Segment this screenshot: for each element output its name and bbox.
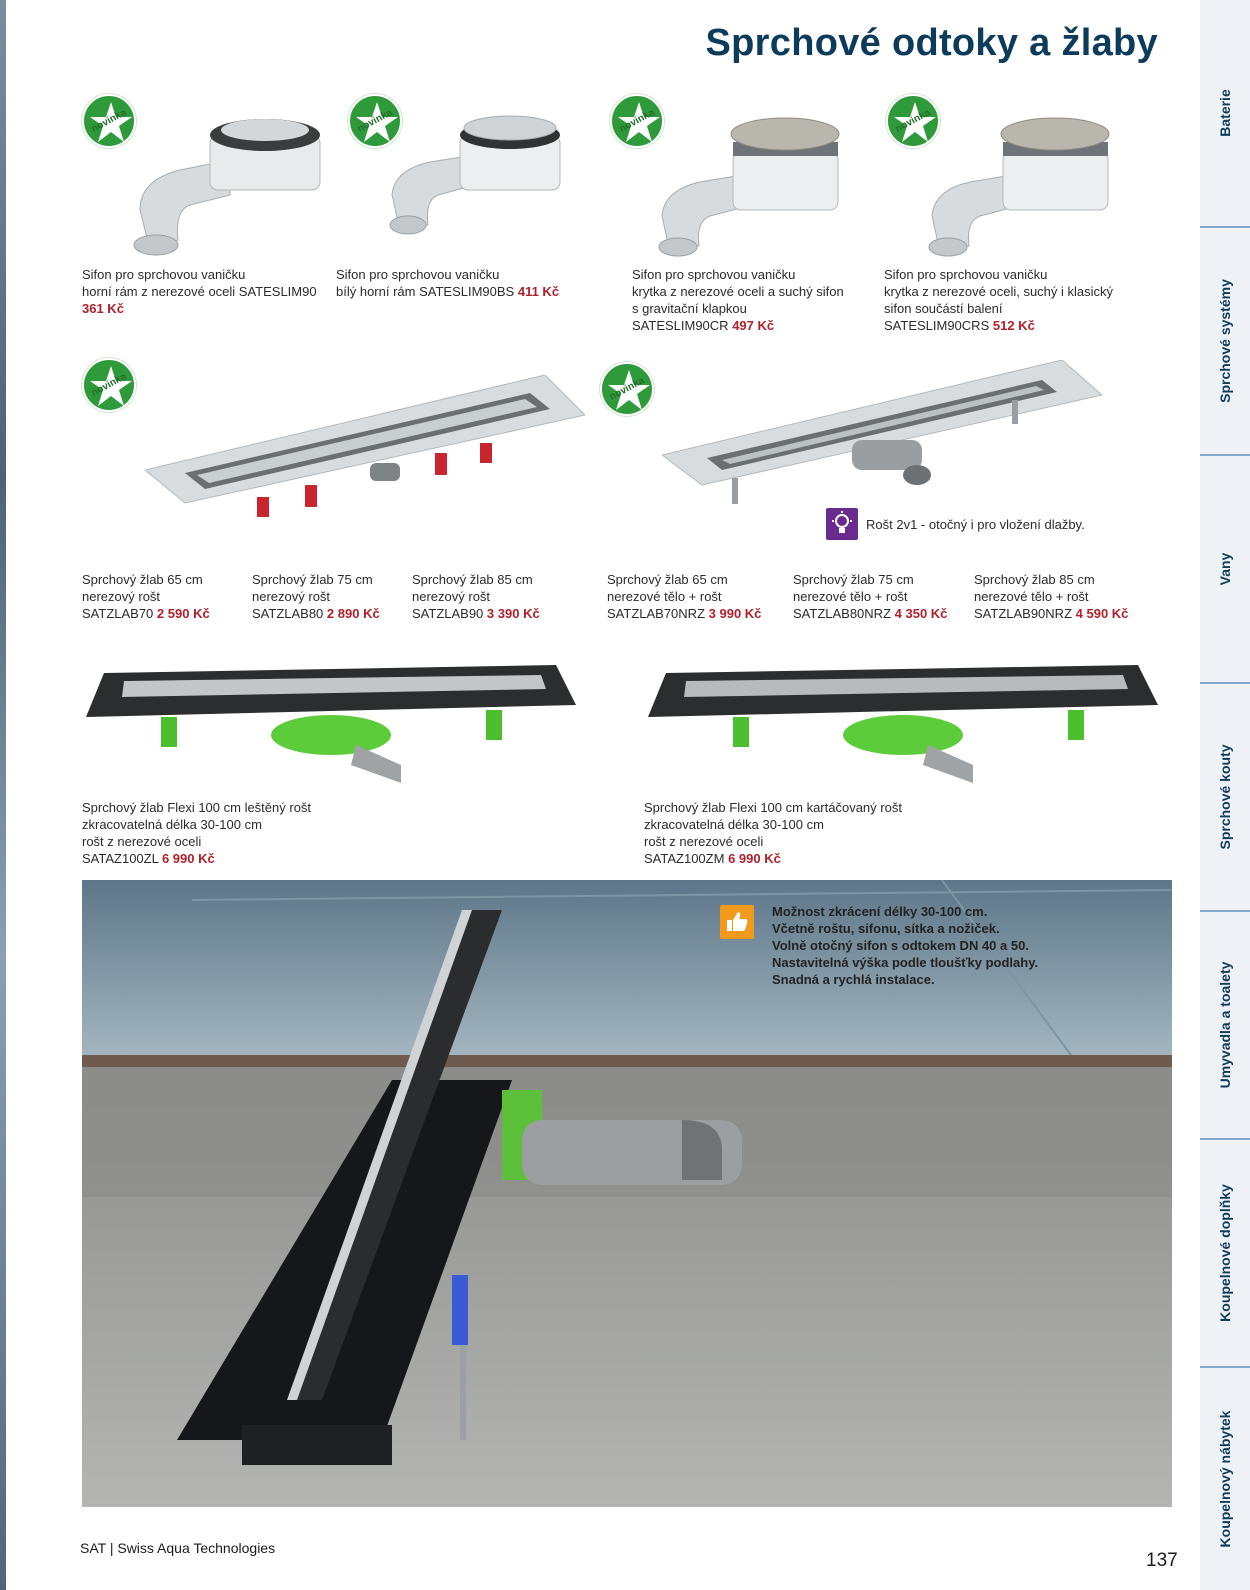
price: 6 990 Kč [161, 851, 215, 866]
footer-brand: SAT | Swiss Aqua Technologies [80, 1540, 276, 1556]
price: 512 Kč [992, 318, 1035, 333]
tab-koupelnovy-nabytek[interactable]: Koupelnový nábytek [1217, 1410, 1233, 1548]
price: 3 390 Kč [486, 606, 540, 621]
price: 2 890 Kč [326, 606, 380, 621]
drain-image-nerezove-telo [662, 360, 1102, 520]
flexi-drain-image-lesteny [86, 665, 586, 795]
tab-koupelnove-doplnky[interactable]: Koupelnové doplňky [1200, 1140, 1250, 1368]
tip-callout: Rošt 2v1 - otočný i pro vložení dlažby. [826, 508, 1085, 540]
feature-item: Nastavitelná výška podle tloušťky podlahy. [772, 955, 1039, 970]
tab-sprchove-kouty[interactable]: Sprchové kouty [1200, 684, 1250, 912]
price: 2 590 Kč [156, 606, 210, 621]
side-nav [1200, 0, 1250, 1590]
novinka-badge: novinka [886, 94, 940, 148]
price: 361 Kč [82, 301, 124, 316]
price: 4 350 Kč [894, 606, 948, 621]
product-satzlab80nrz: Sprchový žlab 75 cm nerezové tělo + rošt SATZLAB80NRZ 4 350 Kč [793, 572, 948, 621]
novinka-badge: novinka [348, 94, 402, 148]
features-list [772, 903, 1038, 988]
feature-item: Možnost zkrácení délky 30-100 cm. [772, 904, 988, 919]
tab-umyvadla-a-toalety[interactable]: Umyvadla a toalety [1200, 912, 1250, 1140]
novinka-badge: novinka [82, 94, 136, 148]
price: 3 990 Kč [708, 606, 762, 621]
product-sateslim90: Sifon pro sprchovou vaničku horní rám z nerezové oceli SATESLIM90 361 Kč [82, 267, 317, 316]
page-title: Sprchové odtoky a žlaby [705, 22, 1158, 64]
tab-baterie[interactable]: Baterie [1200, 0, 1250, 228]
page-edge-strip [0, 0, 6, 1590]
product-sateslim90bs: Sifon pro sprchovou vaničku bílý horní rám SATESLIM90BS 411 Kč [336, 267, 560, 299]
siphon-image-cr [648, 112, 848, 262]
novinka-badge: novinka [600, 362, 654, 416]
product-sataz100zm: Sprchový žlab Flexi 100 cm kartáčovaný rošt zkracovatelná délka 30-100 cm rošt z nerezové oceli SATAZ100ZM 6 990 Kč [644, 800, 902, 866]
feature-item: Volně otočný sifon s odtokem DN 40 a 50. [772, 938, 1029, 953]
tab-vany[interactable]: Vany [1200, 456, 1250, 684]
drain-image-nerezovy-rost [145, 375, 585, 535]
siphon-image-crs [918, 112, 1118, 262]
feature-item: Snadná a rychlá instalace. [772, 972, 935, 987]
price: 411 Kč [517, 284, 560, 299]
product-sataz100zl: Sprchový žlab Flexi 100 cm leštěný rošt zkracovatelná délka 30-100 cm rošt z nerezové oceli SATAZ100ZL 6 990 Kč [82, 800, 312, 866]
thumbs-up-icon [720, 905, 754, 939]
product-satzlab70nrz: Sprchový žlab 65 cm nerezové tělo + rošt SATZLAB70NRZ 3 990 Kč [607, 572, 762, 621]
feature-item: Včetně roštu, sifonu, sítka a nožiček. [772, 921, 1000, 936]
lightbulb-icon [826, 508, 858, 540]
price: 4 590 Kč [1075, 606, 1129, 621]
siphon-image-white-rim [380, 100, 570, 240]
flexi-drain-image-kartacovany [648, 665, 1168, 795]
page-number: 137 [1146, 1550, 1178, 1571]
product-satzlab80: Sprchový žlab 75 cm nerezový rošt SATZLAB80 2 890 Kč [252, 572, 380, 621]
product-sateslim90cr: Sifon pro sprchovou vaničku krytka z nerezové oceli a suchý sifon s gravitační klapkou SATESLIM90CR 497 Kč [632, 267, 844, 333]
product-satzlab90nrz: Sprchový žlab 85 cm nerezové tělo + rošt SATZLAB90NRZ 4 590 Kč [974, 572, 1129, 621]
tab-sprchove-systemy[interactable]: Sprchové systémy [1200, 228, 1250, 456]
product-sateslim90crs: Sifon pro sprchovou vaničku krytka z nerezové oceli, suchý i klasický sifon součástí balení SATESLIM90CRS 512 Kč [884, 267, 1114, 333]
price: 6 990 Kč [728, 851, 781, 866]
features-callout [720, 903, 1038, 988]
product-satzlab90: Sprchový žlab 85 cm nerezový rošt SATZLAB90 3 390 Kč [412, 572, 540, 621]
novinka-badge: novinka [610, 94, 664, 148]
novinka-badge: novinka [82, 358, 136, 412]
siphon-image-chrome-rim [120, 100, 330, 260]
product-satzlab70: Sprchový žlab 65 cm nerezový rošt SATZLAB70 2 590 Kč [82, 572, 210, 621]
price: 497 Kč [732, 318, 775, 333]
